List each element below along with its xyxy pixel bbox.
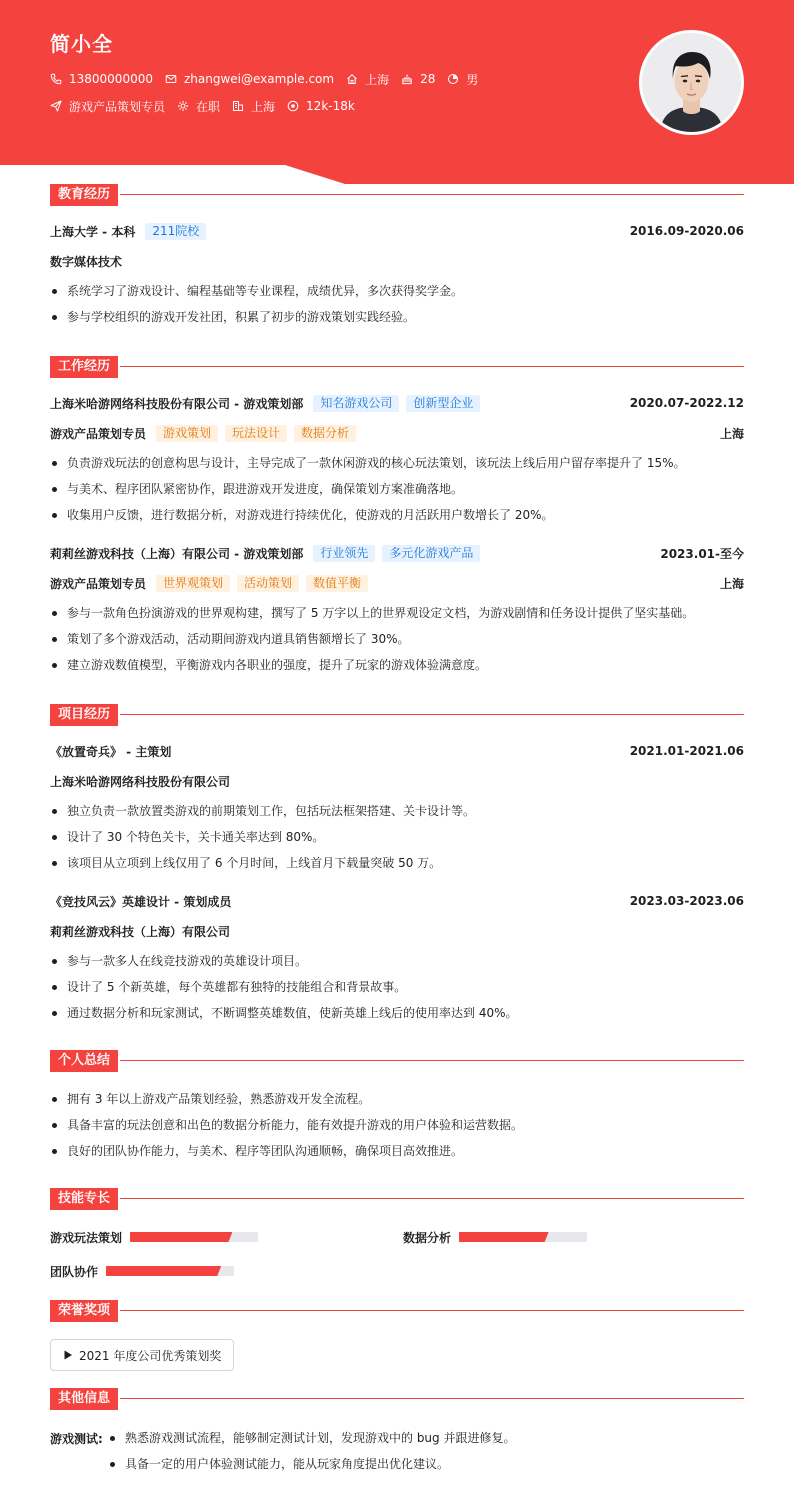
skill-name: 数据分析: [403, 1230, 452, 1245]
company-tag: 创新型企业: [406, 395, 480, 412]
education-row: [50, 222, 744, 240]
section-title: 工作经历: [50, 356, 118, 378]
skill-bar-fill: [106, 1266, 221, 1276]
role-tag: 游戏策划: [156, 425, 218, 442]
role-tag: 活动策划: [237, 575, 299, 592]
list-item: 具备一定的用户体验测试能力，能从玩家角度提出优化建议。: [108, 1455, 744, 1473]
building-icon: [232, 100, 244, 112]
project-date: 2023.03-2023.06: [629, 894, 744, 908]
email-item: [165, 72, 334, 86]
status-text: 在职: [196, 99, 221, 114]
age-text: 28: [420, 72, 436, 86]
age-item: [401, 72, 435, 86]
list-item: 收集用户反馈，进行数据分析，对游戏进行持续优化，使游戏的月活跃用户数增长了 20%。: [50, 506, 744, 524]
work-date: 2020.07-2022.12: [629, 396, 744, 410]
education-section: [50, 184, 744, 334]
contact-row: [50, 70, 490, 88]
email-text: zhangwei@example.com: [183, 72, 335, 86]
major-name: 数字媒体技术: [50, 254, 123, 269]
role-tag: 数值平衡: [306, 575, 368, 592]
skill-bar-fill: [130, 1232, 232, 1242]
list-item: 策划了多个游戏活动，活动期间游戏内道具销售额增长了 30%。: [50, 630, 744, 648]
candidate-name: 简小全: [50, 32, 113, 56]
skill-item: [50, 1228, 258, 1246]
skill-bar: [459, 1232, 587, 1242]
role-name: 游戏产品策划专员: [50, 426, 147, 441]
role-tag: 世界观策划: [156, 575, 230, 592]
work-section: [50, 356, 744, 676]
company-row: [50, 394, 744, 412]
work-date: 2023.01-至今: [660, 546, 744, 561]
project-row: [50, 742, 744, 760]
list-item: 参与学校组织的游戏开发社团，积累了初步的游戏策划实践经验。: [50, 308, 744, 326]
role-tag: 玩法设计: [225, 425, 287, 442]
section-header: [50, 184, 744, 206]
section-divider: [120, 366, 744, 367]
gender-item: [447, 71, 478, 88]
section-title: 个人总结: [50, 1050, 118, 1072]
cake-icon: [401, 73, 413, 85]
list-item: 参与一款多人在线竞技游戏的英雄设计项目。: [50, 952, 744, 970]
company-tag: 行业领先: [313, 545, 375, 562]
list-item: 该项目从立项到上线仅用了 6 个月时间，上线首月下载量突破 50 万。: [50, 854, 744, 872]
company-tag: 知名游戏公司: [313, 395, 399, 412]
salary-text: 12k-18k: [306, 99, 355, 113]
target-city-item: [232, 98, 275, 115]
section-title: 项目经历: [50, 704, 118, 726]
other-label-row: [50, 1429, 110, 1447]
section-title: 荣誉奖项: [50, 1300, 118, 1322]
section-divider: [120, 1060, 744, 1061]
role-row: [50, 424, 744, 442]
home-icon: [346, 73, 358, 85]
section-header: [50, 1188, 744, 1210]
section-divider: [120, 714, 744, 715]
home-city-item: [346, 71, 389, 88]
list-item: 熟悉游戏测试流程，能够制定测试计划，发现游戏中的 bug 并跟进修复。: [108, 1429, 744, 1447]
section-header: [50, 704, 744, 726]
section-header: [50, 1300, 744, 1322]
section-divider: [120, 1310, 744, 1311]
resume-header: [0, 0, 794, 184]
work-city: 上海: [719, 426, 744, 441]
project-name: 《竞技风云》英雄设计 - 策划成员: [50, 894, 232, 909]
project-company-row: [50, 922, 744, 940]
avatar-portrait: [642, 33, 741, 132]
list-item: 参与一款角色扮演游戏的世界观构建，撰写了 5 万字以上的世界观设定文档，为游戏剧情和任务设计提供了坚实基础。: [50, 604, 744, 622]
list-item: 良好的团队协作能力，与美术、程序等团队沟通顺畅，确保项目高效推进。: [50, 1142, 744, 1160]
school-name: 上海大学 - 本科: [50, 224, 136, 239]
company-tag: 多元化游戏产品: [382, 545, 480, 562]
project-company-row: [50, 772, 744, 790]
section-title: 其他信息: [50, 1388, 118, 1410]
school-tag: 211院校: [145, 223, 206, 240]
section-divider: [120, 194, 744, 195]
skill-bar: [130, 1232, 258, 1242]
honors-section: [50, 1300, 744, 1372]
job-intent-row: [50, 97, 367, 115]
company-name: 莉莉丝游戏科技（上海）有限公司 - 游戏策划部: [50, 546, 304, 561]
list-item: 独立负责一款放置类游戏的前期策划工作，包括玩法框架搭建、关卡设计等。: [50, 802, 744, 820]
project-row: [50, 892, 744, 910]
phone-item: [50, 72, 153, 86]
skill-name: 游戏玩法策划: [50, 1230, 123, 1245]
role-name: 游戏产品策划专员: [50, 576, 147, 591]
project-company: 莉莉丝游戏科技（上海）有限公司: [50, 924, 231, 939]
mail-icon: [165, 73, 177, 85]
list-item: 负责游戏玩法的创意构思与设计，主导完成了一款休闲游戏的核心玩法策划，该玩法上线后用户留存率提升了 15%。: [50, 454, 744, 472]
other-label: 游戏测试:: [50, 1431, 103, 1446]
list-item: 设计了 5 个新英雄，每个英雄都有独特的技能组合和背景故事。: [50, 978, 744, 996]
gender-icon: [447, 73, 459, 85]
play-triangle-icon: [63, 1350, 73, 1360]
list-item: 与美术、程序团队紧密协作，跟进游戏开发进度，确保策划方案准确落地。: [50, 480, 744, 498]
salary-item: [287, 99, 355, 113]
summary-section: [50, 1050, 744, 1162]
send-icon: [50, 100, 62, 112]
list-item: 系统学习了游戏设计、编程基础等专业课程，成绩优异，多次获得奖学金。: [50, 282, 744, 300]
section-title: 教育经历: [50, 184, 118, 206]
avatar: [639, 30, 744, 135]
home-city-text: 上海: [365, 72, 390, 87]
work-city: 上海: [719, 576, 744, 591]
award-text: 2021 年度公司优秀策划奖: [79, 1348, 222, 1363]
role-tag: 数据分析: [294, 425, 356, 442]
skill-item: [50, 1262, 234, 1280]
section-title: 技能专长: [50, 1188, 118, 1210]
section-header: [50, 1388, 744, 1410]
skill-name: 团队协作: [50, 1264, 99, 1279]
project-name: 《放置奇兵》 - 主策划: [50, 744, 172, 759]
target-city-text: 上海: [251, 99, 276, 114]
target-job-item: [50, 98, 165, 115]
major-row: [50, 252, 744, 270]
project-company: 上海米哈游网络科技股份有限公司: [50, 774, 231, 789]
section-header: [50, 356, 744, 378]
skills-section: [50, 1188, 744, 1284]
list-item: 具备丰富的玩法创意和出色的数据分析能力，能有效提升游戏的用户体验和运营数据。: [50, 1116, 744, 1134]
gear-icon: [177, 100, 189, 112]
list-item: 通过数据分析和玩家测试，不断调整英雄数值，使新英雄上线后的使用率达到 40%。: [50, 1004, 744, 1022]
list-item: 拥有 3 年以上游戏产品策划经验，熟悉游戏开发全流程。: [50, 1090, 744, 1108]
phone-icon: [50, 73, 62, 85]
projects-section: [50, 704, 744, 1024]
gender-text: 男: [466, 72, 479, 87]
phone-text: 13800000000: [69, 72, 153, 86]
other-section: [50, 1388, 744, 1478]
section-divider: [120, 1198, 744, 1199]
section-header: [50, 1050, 744, 1072]
target-job-text: 游戏产品策划专员: [69, 99, 166, 114]
skill-bar-fill: [459, 1232, 549, 1242]
education-date: 2016.09-2020.06: [629, 224, 744, 238]
section-divider: [120, 1398, 744, 1399]
role-row: [50, 574, 744, 592]
salary-icon: [287, 100, 299, 112]
project-date: 2021.01-2021.06: [629, 744, 744, 758]
award-item: [50, 1339, 234, 1371]
skill-bar: [106, 1266, 234, 1276]
status-item: [177, 98, 220, 115]
list-item: 设计了 30 个特色关卡，关卡通关率达到 80%。: [50, 828, 744, 846]
company-name: 上海米哈游网络科技股份有限公司 - 游戏策划部: [50, 396, 304, 411]
list-item: 建立游戏数值模型，平衡游戏内各职业的强度，提升了玩家的游戏体验满意度。: [50, 656, 744, 674]
skill-item: [403, 1228, 587, 1246]
company-row: [50, 544, 744, 562]
